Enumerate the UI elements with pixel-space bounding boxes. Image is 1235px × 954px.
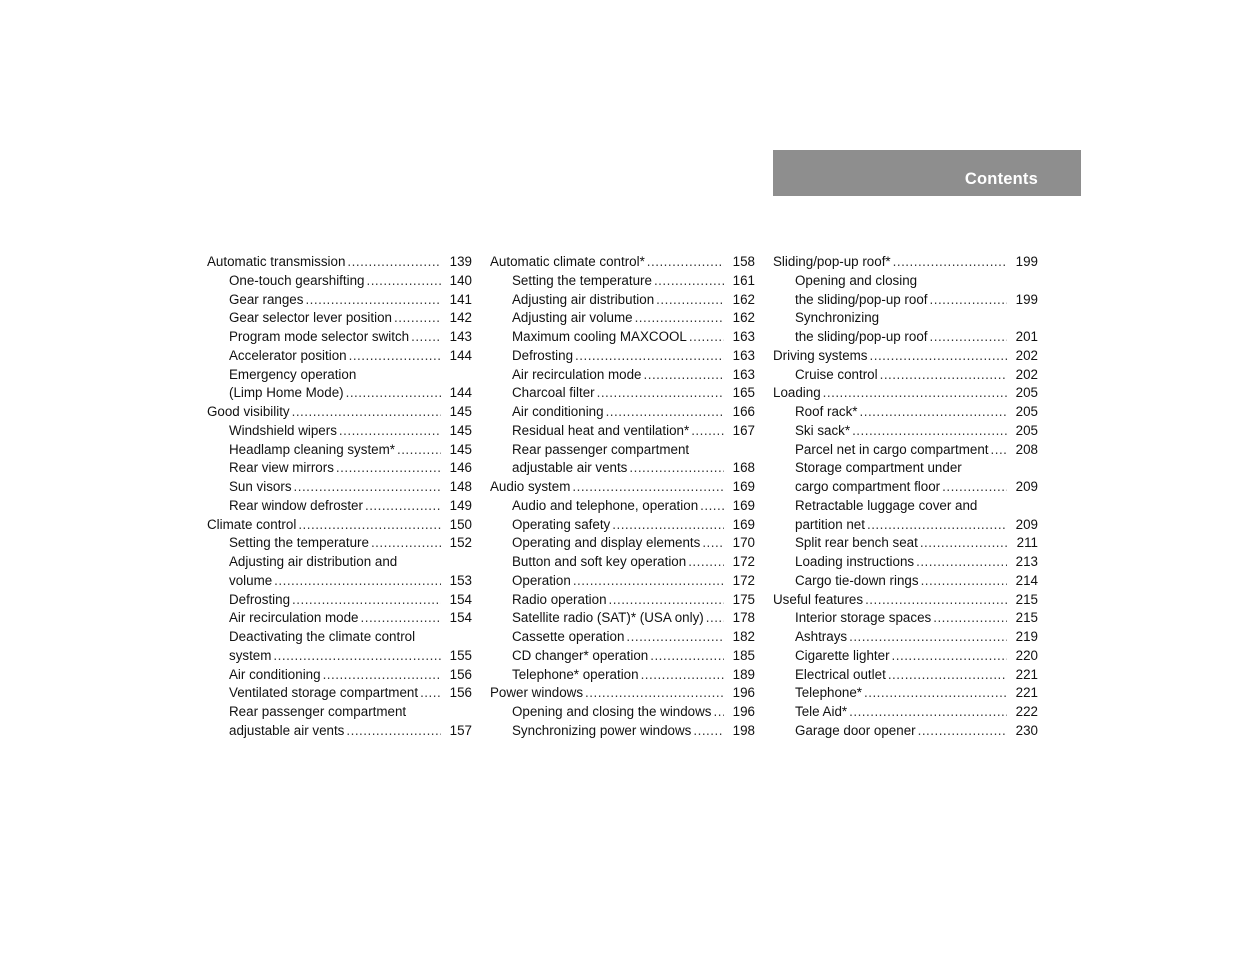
toc-entry-title: Automatic transmission — [207, 254, 346, 269]
toc-subentry[interactable] — [207, 722, 472, 741]
dot-leader — [612, 516, 724, 535]
toc-page-number: 153 — [449, 572, 472, 588]
toc-subentry[interactable] — [490, 516, 755, 535]
toc-entry-title: Operation — [512, 572, 571, 588]
toc-page-number: 169 — [732, 479, 755, 494]
toc-entry-title: Climate control — [207, 516, 297, 532]
toc-page-number: 163 — [732, 329, 755, 344]
toc-page-number: 196 — [732, 685, 755, 701]
toc-entry-title: Synchronizing power windows — [512, 722, 692, 738]
toc-page-number: 230 — [1015, 722, 1038, 738]
toc-page-number: 215 — [1015, 610, 1038, 626]
toc-subentry[interactable] — [207, 291, 472, 310]
toc-entry-title: Sliding/pop-up roof* — [773, 254, 891, 269]
dot-leader — [606, 403, 724, 422]
dot-leader — [635, 309, 724, 328]
toc-subentry[interactable] — [207, 647, 472, 666]
dot-leader — [366, 272, 441, 291]
toc-entry-title: Split rear bench seat — [795, 535, 918, 551]
dot-leader — [860, 403, 1007, 422]
toc-page-number: 156 — [449, 685, 472, 701]
toc-entry-title: Defrosting — [512, 347, 574, 363]
toc-entry-title: Electrical outlet — [795, 666, 886, 682]
dot-leader — [597, 384, 724, 403]
toc-entry-title: (Limp Home Mode) — [229, 385, 344, 401]
toc-page-number: 143 — [449, 329, 472, 344]
toc-subentry[interactable] — [773, 666, 1038, 685]
toc-entry[interactable] — [773, 384, 1038, 403]
toc-entry-title: Telephone* operation — [512, 666, 639, 682]
toc-page-number: 145 — [449, 422, 472, 438]
toc-subentry[interactable] — [207, 572, 472, 591]
toc-page-number: 208 — [1015, 441, 1038, 457]
toc-subentry[interactable] — [207, 684, 472, 703]
toc-entry-title: Defrosting — [229, 591, 291, 607]
toc-page-number: 172 — [732, 572, 755, 588]
toc-subentry[interactable] — [773, 647, 1038, 666]
toc-subentry[interactable] — [490, 497, 755, 516]
toc-page-number: 156 — [449, 666, 472, 682]
dot-leader — [585, 684, 724, 703]
toc-subentry[interactable] — [773, 291, 1038, 310]
dot-leader — [852, 422, 1007, 441]
toc-subentry[interactable] — [773, 553, 1038, 572]
toc-entry-title: Parcel net in cargo compartment — [795, 441, 989, 457]
dot-leader — [689, 328, 724, 347]
toc-page-number: 198 — [732, 722, 755, 738]
toc-page-number: 185 — [732, 647, 755, 663]
toc-page-number: 205 — [1015, 404, 1038, 419]
dot-leader — [609, 591, 724, 610]
toc-entry-title: Button and soft key operation — [512, 554, 687, 569]
toc-entry-title: Rear passenger compartment — [229, 704, 407, 719]
toc-subentry[interactable] — [490, 328, 755, 347]
toc-subentry[interactable] — [207, 309, 472, 328]
toc-subentry[interactable] — [207, 422, 472, 441]
dot-leader — [274, 572, 441, 591]
dot-leader — [371, 534, 441, 553]
toc-subentry[interactable] — [773, 422, 1038, 441]
toc-entry-title: Program mode selector switch — [229, 329, 410, 344]
toc-subentry — [773, 459, 1038, 478]
dot-leader — [691, 422, 724, 441]
toc-entry-title: Satellite radio (SAT)* (USA only) — [512, 610, 704, 626]
toc-subentry[interactable] — [490, 366, 755, 385]
toc-page-number: 145 — [449, 404, 472, 419]
toc-entry[interactable] — [773, 347, 1038, 366]
toc-subentry — [207, 366, 472, 385]
toc-subentry[interactable] — [207, 459, 472, 478]
toc-page-number: 163 — [732, 366, 755, 382]
dot-leader — [292, 591, 441, 610]
toc-entry[interactable] — [490, 253, 755, 272]
toc-page-number: 162 — [732, 310, 755, 326]
toc-entry-title: Useful features — [773, 591, 864, 607]
toc-entry[interactable] — [207, 516, 472, 535]
toc-page-number: 170 — [732, 535, 755, 551]
toc-subentry[interactable] — [490, 572, 755, 591]
toc-subentry[interactable] — [207, 328, 472, 347]
dot-leader — [292, 403, 441, 422]
dot-leader — [864, 684, 1007, 703]
toc-subentry[interactable] — [773, 328, 1038, 347]
toc-subentry[interactable] — [773, 628, 1038, 647]
toc-entry[interactable] — [207, 403, 472, 422]
toc-column-3 — [773, 253, 1038, 741]
toc-entry-title: Cargo tie-down rings — [795, 572, 919, 588]
toc-page-number: 154 — [449, 610, 472, 626]
toc-entry-title: volume — [229, 572, 273, 588]
toc-subentry[interactable] — [490, 291, 755, 310]
toc-entry-title: adjustable air vents — [512, 460, 628, 476]
dot-leader — [294, 478, 441, 497]
toc-page-number: 150 — [449, 516, 472, 532]
toc-page-number: 162 — [732, 291, 755, 307]
toc-entry-title: Adjusting air distribution and — [229, 554, 398, 569]
toc-entry-title: Air recirculation mode — [229, 610, 359, 626]
dot-leader — [700, 497, 724, 516]
dot-leader — [656, 291, 724, 310]
dot-leader — [892, 647, 1007, 666]
dot-leader — [323, 666, 441, 685]
toc-entry-title: cargo compartment floor — [795, 479, 941, 494]
toc-column-1 — [207, 253, 472, 741]
toc-entry-title: Air conditioning — [229, 666, 321, 682]
toc-page-number: 211 — [1016, 535, 1038, 551]
toc-page-number: 199 — [1015, 254, 1038, 269]
toc-page-number: 163 — [732, 347, 755, 363]
toc-subentry[interactable] — [490, 609, 755, 628]
dot-leader — [688, 553, 724, 572]
toc-entry-title: Opening and closing — [795, 272, 918, 288]
toc-subentry[interactable] — [773, 516, 1038, 535]
dot-leader — [641, 666, 724, 685]
toc-subentry[interactable] — [490, 647, 755, 666]
dot-leader — [849, 628, 1007, 647]
toc-entry-title: Retractable luggage cover and — [795, 497, 978, 513]
toc-entry-title: Emergency operation — [229, 366, 357, 382]
toc-page-number: 199 — [1015, 291, 1038, 307]
toc-subentry[interactable] — [773, 609, 1038, 628]
toc-subentry[interactable] — [490, 591, 755, 610]
toc-page-number: 145 — [449, 441, 472, 457]
toc-entry-title: Cassette operation — [512, 629, 625, 644]
toc-entry-title: Cigarette lighter — [795, 647, 890, 663]
dot-leader — [706, 609, 724, 628]
toc-page-number: 155 — [449, 647, 472, 663]
toc-page-number: 178 — [732, 610, 755, 626]
toc-entry-title: Driving systems — [773, 347, 868, 363]
dot-leader — [921, 572, 1007, 591]
dot-leader — [888, 666, 1007, 685]
toc-entry-title: Loading — [773, 385, 821, 401]
dot-leader — [702, 534, 724, 553]
toc-subentry[interactable] — [773, 534, 1038, 553]
dot-leader — [575, 347, 724, 366]
toc-entry-title: Audio and telephone, operation — [512, 497, 699, 513]
toc-page-number: 221 — [1015, 685, 1038, 701]
toc-subentry[interactable] — [773, 441, 1038, 460]
toc-page-number: 169 — [732, 516, 755, 532]
toc-page-number: 213 — [1015, 554, 1038, 569]
toc-subentry[interactable] — [207, 272, 472, 291]
toc-entry-title: CD changer* operation — [512, 647, 649, 663]
toc-subentry[interactable] — [490, 384, 755, 403]
toc-subentry[interactable] — [773, 478, 1038, 497]
toc-page-number: 165 — [732, 385, 755, 401]
toc-subentry[interactable] — [490, 422, 755, 441]
toc-page-number: 154 — [449, 591, 472, 607]
dot-leader — [654, 272, 724, 291]
toc-subentry[interactable] — [207, 666, 472, 685]
toc-subentry[interactable] — [490, 272, 755, 291]
dot-leader — [693, 722, 724, 741]
dot-leader — [346, 722, 441, 741]
toc-entry-title: Rear window defroster — [229, 497, 363, 513]
toc-page-number: 152 — [449, 535, 472, 551]
toc-subentry[interactable] — [490, 459, 755, 478]
toc-page-number: 142 — [449, 310, 472, 326]
dot-leader — [893, 253, 1007, 272]
dot-leader — [336, 459, 441, 478]
toc-entry-title: Deactivating the climate control — [229, 629, 416, 644]
toc-page-number: 157 — [449, 722, 472, 738]
dot-leader — [644, 366, 725, 385]
dot-leader — [867, 516, 1007, 535]
page-title: Contents — [964, 170, 1038, 188]
toc-subentry — [207, 553, 472, 572]
toc-page-number: 148 — [449, 479, 472, 494]
toc-entry[interactable] — [490, 684, 755, 703]
toc-entry-title: One-touch gearshifting — [229, 272, 365, 288]
toc-page-number: 161 — [732, 272, 755, 288]
dot-leader — [339, 422, 441, 441]
toc-subentry[interactable] — [207, 609, 472, 628]
dot-leader — [823, 384, 1007, 403]
dot-leader — [629, 459, 724, 478]
toc-entry-title: Setting the temperature — [512, 272, 652, 288]
toc-entry-title: Roof rack* — [795, 404, 858, 419]
toc-entry-title: Power windows — [490, 685, 584, 701]
toc-entry-title: Audio system — [490, 479, 571, 494]
toc-subentry[interactable] — [773, 703, 1038, 722]
dot-leader — [942, 478, 1007, 497]
toc-page-number: 221 — [1015, 666, 1038, 682]
toc-subentry[interactable] — [773, 572, 1038, 591]
dot-leader — [411, 328, 441, 347]
toc-subentry — [773, 309, 1038, 328]
dot-leader — [865, 591, 1007, 610]
toc-page-number: 139 — [449, 254, 472, 269]
toc-entry-title: Charcoal filter — [512, 385, 595, 401]
toc-page-number: 141 — [449, 291, 472, 307]
dot-leader — [880, 366, 1007, 385]
dot-leader — [349, 347, 441, 366]
toc-page-number: 196 — [732, 704, 755, 719]
toc-entry-title: Air conditioning — [512, 404, 604, 419]
toc-page-number: 172 — [732, 554, 755, 569]
dot-leader — [361, 609, 442, 628]
toc-page-number: 146 — [449, 460, 472, 476]
toc-subentry[interactable] — [490, 534, 755, 553]
toc-entry-title: Adjusting air distribution — [512, 291, 655, 307]
toc-subentry[interactable] — [490, 403, 755, 422]
toc-entry-title: Good visibility — [207, 404, 290, 419]
toc-entry-title: Rear view mirrors — [229, 460, 334, 476]
toc-subentry[interactable] — [207, 384, 472, 403]
dot-leader — [849, 703, 1007, 722]
toc-page-number: 168 — [732, 460, 755, 476]
toc-page-number: 209 — [1015, 479, 1038, 494]
toc-entry-title: system — [229, 647, 272, 663]
toc-entry-title: Opening and closing the windows — [512, 704, 712, 719]
toc-entry-title: Ski sack* — [795, 422, 851, 438]
toc-entry-title: partition net — [795, 516, 865, 532]
toc-page-number: 144 — [449, 347, 472, 363]
toc-page-number: 219 — [1015, 629, 1038, 644]
toc-entry-title: Adjusting air volume — [512, 310, 633, 326]
toc-entry-title: Radio operation — [512, 591, 607, 607]
toc-entry-title: Telephone* — [795, 685, 863, 701]
toc-entry-title: Operating safety — [512, 516, 611, 532]
dot-leader — [420, 684, 441, 703]
toc-entry-title: Residual heat and ventilation* — [512, 422, 690, 438]
toc-page-number: 166 — [732, 404, 755, 419]
toc-page-number: 144 — [449, 385, 472, 401]
toc-subentry[interactable] — [490, 722, 755, 741]
toc-page-number: 189 — [732, 666, 755, 682]
toc-entry-title: Air recirculation mode — [512, 366, 642, 382]
toc-entry-title: Cruise control — [795, 366, 878, 382]
toc-subentry[interactable] — [490, 553, 755, 572]
toc-subentry[interactable] — [490, 309, 755, 328]
toc-subentry[interactable] — [207, 534, 472, 553]
toc-entry-title: Sun visors — [229, 479, 292, 494]
toc-page-number: 202 — [1015, 347, 1038, 363]
toc-subentry — [773, 497, 1038, 516]
toc-entry-title: Storage compartment under — [795, 460, 962, 476]
toc-entry-title: Tele Aid* — [795, 704, 848, 719]
dot-leader — [365, 497, 441, 516]
toc-subentry — [490, 441, 755, 460]
dot-leader — [394, 309, 441, 328]
toc-entry-title: Loading instructions — [795, 554, 915, 569]
dot-leader — [573, 572, 724, 591]
dot-leader — [305, 291, 441, 310]
toc-subentry[interactable] — [773, 684, 1038, 703]
toc-entry-title: Headlamp cleaning system* — [229, 441, 395, 457]
toc-column-2 — [490, 253, 755, 741]
toc-page-number: 202 — [1015, 366, 1038, 382]
toc-entry-title: Synchronizing — [795, 310, 880, 326]
toc-page-number: 205 — [1015, 385, 1038, 401]
toc-entry-title: the sliding/pop-up roof — [795, 329, 928, 344]
toc-subentry — [773, 272, 1038, 291]
toc-subentry[interactable] — [773, 722, 1038, 741]
toc-page-number: 214 — [1015, 572, 1038, 588]
toc-entry[interactable] — [490, 478, 755, 497]
dot-leader — [397, 441, 441, 460]
toc-page-number: 205 — [1015, 422, 1038, 438]
toc-entry-title: Setting the temperature — [229, 535, 369, 551]
toc-entry-title: Operating and display elements — [512, 535, 701, 551]
dot-leader — [916, 553, 1007, 572]
dot-leader — [918, 722, 1007, 741]
toc-subentry — [207, 703, 472, 722]
toc-page-number: 158 — [732, 254, 755, 269]
dot-leader — [920, 534, 1007, 553]
dot-leader — [273, 647, 441, 666]
dot-leader — [650, 647, 724, 666]
toc-subentry[interactable] — [490, 347, 755, 366]
toc-subentry[interactable] — [773, 403, 1038, 422]
toc-subentry[interactable] — [207, 497, 472, 516]
dot-leader — [647, 253, 724, 272]
toc-subentry[interactable] — [490, 666, 755, 685]
toc-subentry[interactable] — [207, 347, 472, 366]
toc-page-number: 215 — [1015, 591, 1038, 607]
dot-leader — [991, 441, 1007, 460]
dot-leader — [714, 703, 725, 722]
toc-page-number: 182 — [732, 629, 755, 644]
dot-leader — [346, 384, 441, 403]
dot-leader — [933, 609, 1007, 628]
toc-subentry[interactable] — [773, 366, 1038, 385]
dot-leader — [298, 516, 441, 535]
dot-leader — [347, 253, 441, 272]
toc-page-number: 167 — [732, 422, 755, 438]
toc-page-number: 209 — [1015, 516, 1038, 532]
toc-entry-title: Ventilated storage compartment — [229, 685, 419, 701]
toc-entry-title: Rear passenger compartment — [512, 441, 690, 457]
dot-leader — [930, 328, 1007, 347]
dot-leader — [870, 347, 1008, 366]
toc-entry-title: Windshield wipers — [229, 422, 337, 438]
toc-subentry[interactable] — [207, 441, 472, 460]
toc-entry-title: Garage door opener — [795, 722, 916, 738]
toc-subentry[interactable] — [490, 703, 755, 722]
toc-entry-title: Gear ranges — [229, 291, 304, 307]
toc-subentry[interactable] — [207, 591, 472, 610]
toc-page-number: 140 — [449, 272, 472, 288]
toc-entry-title: Automatic climate control* — [490, 254, 645, 269]
toc-entry-title: Accelerator position — [229, 347, 347, 363]
toc-entry-title: Gear selector lever position — [229, 310, 392, 326]
contents-header-tab — [773, 150, 1081, 196]
toc-entry-title: Interior storage spaces — [795, 610, 932, 626]
toc-entry-title: the sliding/pop-up roof — [795, 291, 928, 307]
toc-page-number: 201 — [1015, 329, 1038, 344]
toc-page-number: 222 — [1015, 704, 1038, 719]
toc-entry-title: adjustable air vents — [229, 722, 345, 738]
toc-entry[interactable] — [773, 253, 1038, 272]
toc-page-number: 220 — [1015, 647, 1038, 663]
dot-leader — [626, 628, 724, 647]
toc-entry[interactable] — [773, 591, 1038, 610]
toc-page-number: 175 — [732, 591, 755, 607]
toc-entry-title: Ashtrays — [795, 629, 848, 644]
toc-subentry[interactable] — [490, 628, 755, 647]
dot-leader — [572, 478, 724, 497]
dot-leader — [930, 291, 1007, 310]
toc-page-number: 169 — [732, 497, 755, 513]
toc-subentry[interactable] — [207, 478, 472, 497]
toc-entry-title: Maximum cooling MAXCOOL — [512, 329, 687, 344]
toc-entry[interactable] — [207, 253, 472, 272]
toc-subentry — [207, 628, 472, 647]
toc-page-number: 149 — [449, 497, 472, 513]
